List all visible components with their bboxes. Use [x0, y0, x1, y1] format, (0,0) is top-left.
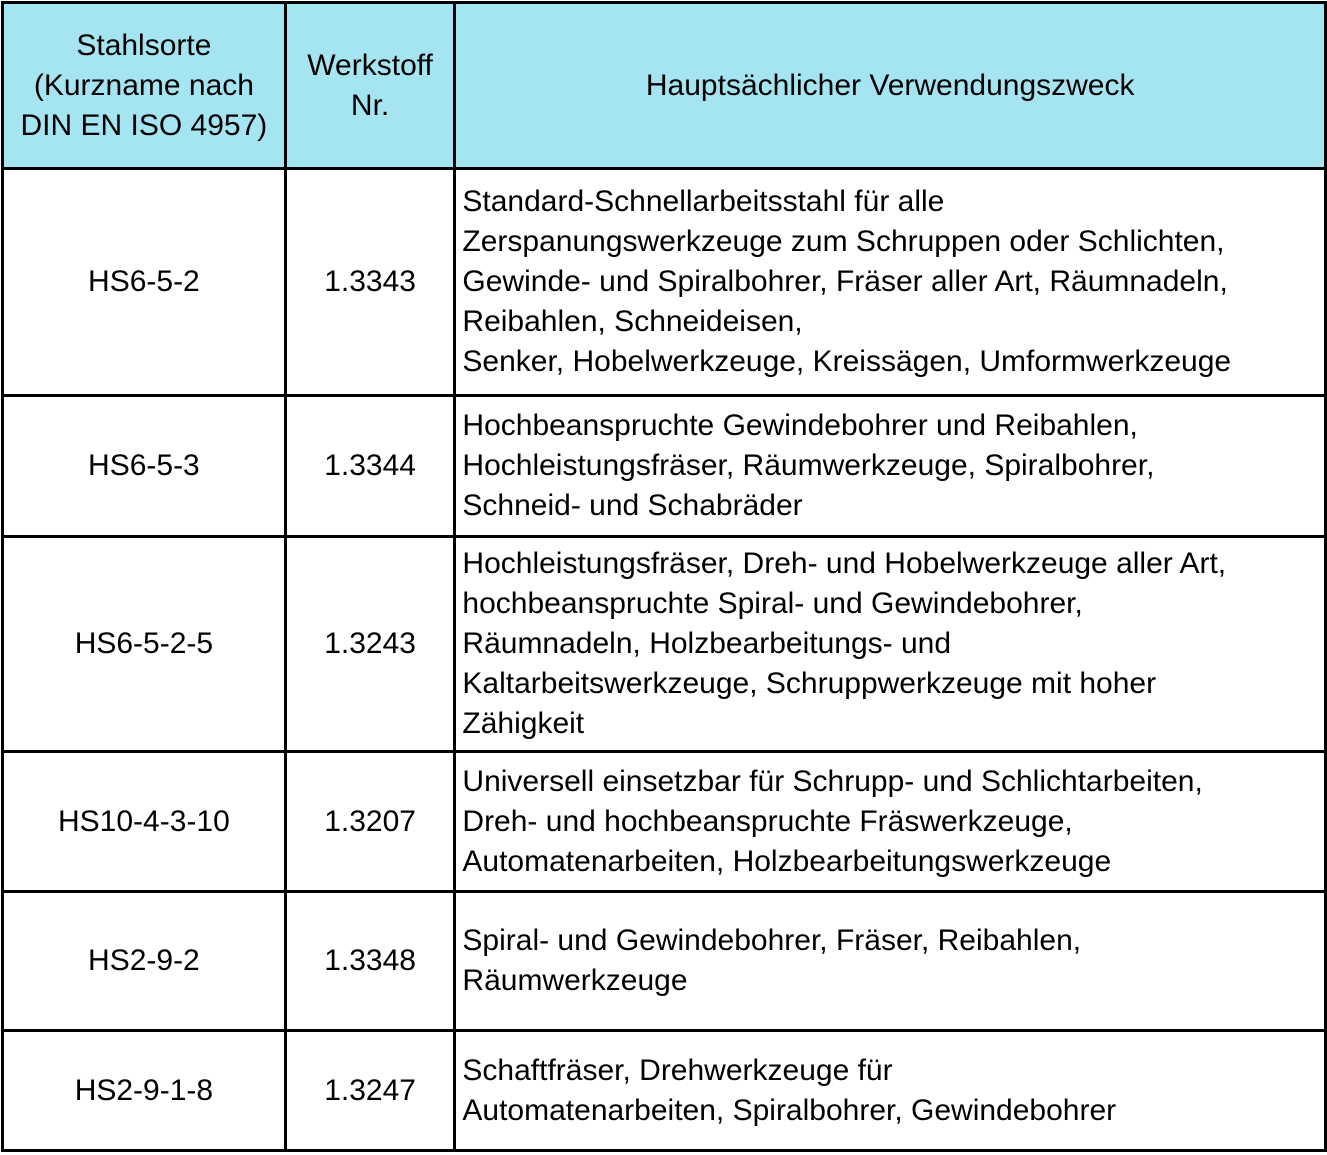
usage-cell: Spiral- und Gewindebohrer, Fräser, Reibahlen, Räumwerkzeuge: [455, 892, 1326, 1031]
usage-cell: Universell einsetzbar für Schrupp- und Schlichtarbeiten, Dreh- und hochbeanspruchte Fräswerkzeuge, Automatenarbeiten, Holzbearbeitungswerkzeuge: [455, 752, 1326, 892]
usage-cell: Hochbeanspruchte Gewindebohrer und Reibahlen, Hochleistungsfräser, Räumwerkzeuge, Spiralbohrer, Schneid- und Schabräder: [455, 396, 1326, 537]
material-no-cell: 1.3207: [285, 752, 455, 892]
grade-cell: HS10-4-3-10: [3, 752, 286, 892]
table-row: [3, 396, 1326, 537]
steel-grades-table: [1, 1, 1327, 1152]
table-row: [3, 169, 1326, 396]
material-no-cell: 1.3344: [285, 396, 455, 537]
usage-cell: Hochleistungsfräser, Dreh- und Hobelwerkzeuge aller Art, hochbeanspruchte Spiral- und Gewindebohrer, Räumnadeln, Holzbearbeitungs- und Kaltarbeitswerkzeuge, Schruppwerkzeuge mit hoher Zähigkeit: [455, 537, 1326, 752]
usage-cell: Standard-Schnellarbeitsstahl für alle Zerspanungswerkzeuge zum Schruppen oder Schlichten, Gewinde- und Spiralbohrer, Fräser aller Art, Räumnadeln, Reibahlen, Schneideisen, Senker, Hobelwerkzeuge, Kreissägen, Umformwerkzeuge: [455, 169, 1326, 396]
table-row: [3, 1031, 1326, 1151]
material-no-cell: 1.3348: [285, 892, 455, 1031]
header-material-no: Werkstoff Nr.: [285, 3, 455, 169]
grade-cell: HS2-9-2: [3, 892, 286, 1031]
table-row: [3, 752, 1326, 892]
table-row: [3, 892, 1326, 1031]
grade-cell: HS2-9-1-8: [3, 1031, 286, 1151]
material-no-cell: 1.3247: [285, 1031, 455, 1151]
header-grade: Stahlsorte (Kurzname nach DIN EN ISO 4957): [3, 3, 286, 169]
grade-cell: HS6-5-3: [3, 396, 286, 537]
grade-cell: HS6-5-2-5: [3, 537, 286, 752]
material-no-cell: 1.3243: [285, 537, 455, 752]
header-row: [3, 3, 1326, 169]
header-usage: Hauptsächlicher Verwendungszweck: [455, 3, 1326, 169]
table-row: [3, 537, 1326, 752]
grade-cell: HS6-5-2: [3, 169, 286, 396]
material-no-cell: 1.3343: [285, 169, 455, 396]
usage-cell: Schaftfräser, Drehwerkzeuge für Automatenarbeiten, Spiralbohrer, Gewindebohrer: [455, 1031, 1326, 1151]
